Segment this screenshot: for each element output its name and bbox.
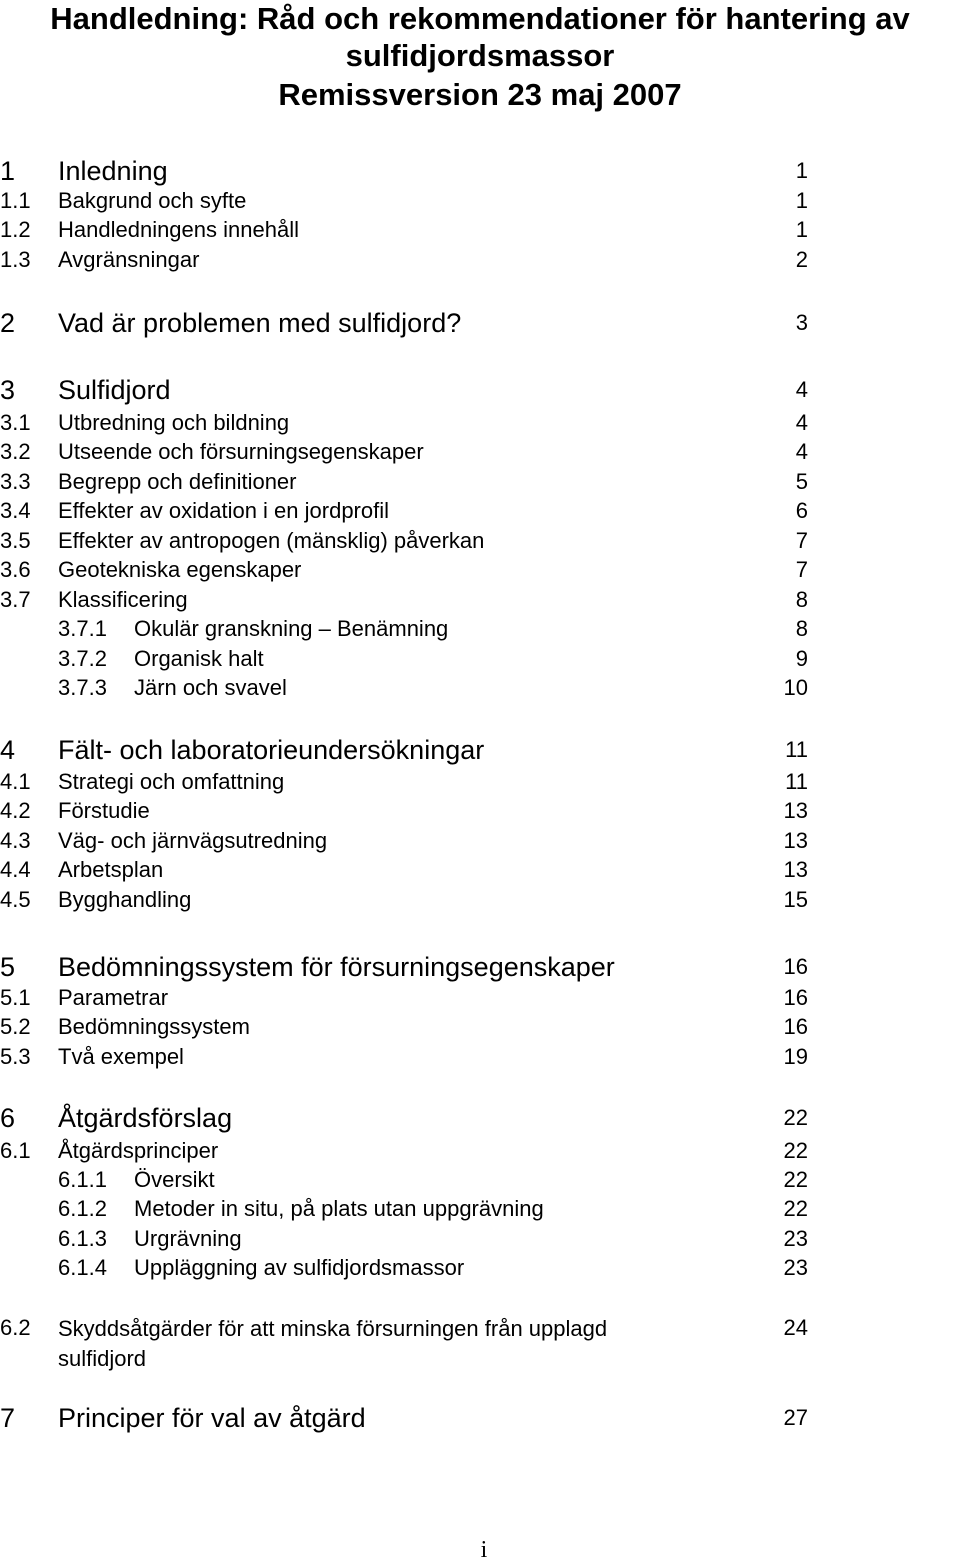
toc-entry-page: 16 — [783, 1014, 808, 1039]
toc-entry-page: 15 — [783, 887, 808, 912]
toc-entry-number: 3.3 — [0, 469, 31, 494]
toc-entry-title: Inledning — [58, 156, 168, 186]
toc-entry-title: Skyddsåtgärder för att minska försurningen från upplagd sulfidjord — [58, 1316, 608, 1371]
toc-entry-title: Geotekniska egenskaper — [58, 557, 302, 582]
toc-entry-title: Begrepp och definitioner — [58, 469, 297, 494]
toc-entry-number: 3.1 — [0, 410, 31, 435]
title-line-3: Remissversion 23 maj 2007 — [278, 77, 682, 112]
toc-entry-page: 3 — [795, 310, 808, 335]
toc-entry-page: 4 — [795, 377, 808, 402]
toc-entry-title: Sulfidjord — [58, 375, 171, 405]
toc-entry-title: Urgrävning — [134, 1226, 242, 1251]
toc-entry-title: Utseende och försurningsegenskaper — [58, 439, 424, 464]
toc-entry-title: Organisk halt — [134, 646, 264, 671]
toc-entry-page: 13 — [783, 828, 808, 853]
toc-entry-title: Klassificering — [58, 587, 188, 612]
toc-entry-page: 22 — [783, 1167, 808, 1192]
toc-entry-title: Åtgärdsprinciper — [58, 1138, 219, 1163]
toc-entry-number: 6.1.1 — [58, 1167, 107, 1192]
toc-entry-page: 1 — [795, 217, 808, 242]
toc-entry-title: Bygghandling — [58, 887, 192, 912]
toc-entry-page: 27 — [783, 1405, 808, 1430]
toc-entry-title: Handledningens innehåll — [58, 217, 299, 242]
toc-entry-page: 23 — [783, 1226, 808, 1251]
toc-entry-number: 4 — [0, 735, 16, 765]
page-number: i — [480, 1537, 488, 1563]
toc-entry-title: Utbredning och bildning — [58, 410, 290, 435]
toc-entry-page: 2 — [795, 247, 808, 272]
toc-entry-page: 5 — [795, 469, 808, 494]
toc-entry-number: 6.2 — [0, 1315, 31, 1340]
toc-entry-number: 3.2 — [0, 439, 31, 464]
toc-entry-title: Vad är problemen med sulfidjord? — [58, 308, 462, 338]
toc-entry-page: 11 — [785, 769, 808, 794]
toc-entry-title: Översikt — [134, 1167, 215, 1192]
toc-entry-page: 22 — [783, 1105, 808, 1130]
title-line-2: sulfidjordsmassor — [345, 38, 615, 73]
toc-entry-number: 3.7 — [0, 587, 31, 612]
toc-entry-number: 3.4 — [0, 498, 31, 523]
toc-entry-title: Effekter av oxidation i en jordprofil — [58, 498, 389, 523]
toc-entry-number: 7 — [0, 1403, 16, 1433]
toc-entry-page: 4 — [795, 410, 808, 435]
toc-entry-page: 19 — [783, 1044, 808, 1069]
toc-entry-number: 2 — [0, 308, 16, 338]
toc-entry-page: 7 — [795, 557, 808, 582]
toc-entry-page: 6 — [795, 498, 808, 523]
toc-entry-title: Två exempel — [58, 1044, 184, 1069]
toc-entry-number: 5.3 — [0, 1044, 31, 1069]
toc-entry-page: 16 — [783, 954, 808, 979]
toc-entry-title: Uppläggning av sulfidjordsmassor — [134, 1255, 465, 1280]
toc-entry-page: 23 — [783, 1255, 808, 1280]
toc-entry-page: 8 — [795, 587, 808, 612]
toc-entry-title: Okulär granskning – Benämning — [134, 616, 449, 641]
toc-entry-number: 4.4 — [0, 857, 31, 882]
toc-entry-page: 24 — [783, 1315, 808, 1340]
toc-entry-page: 22 — [783, 1196, 808, 1221]
toc-entry-title: Järn och svavel — [134, 675, 287, 700]
toc-entry-number: 5.2 — [0, 1014, 31, 1039]
toc-entry-page: 4 — [795, 439, 808, 464]
toc-entry-page: 1 — [795, 188, 808, 213]
toc-entry-page: 10 — [783, 675, 808, 700]
toc-entry-page: 16 — [783, 985, 808, 1010]
toc-entry-title: Bedömningssystem — [58, 1014, 250, 1039]
toc-entry-number: 6.1.4 — [58, 1255, 107, 1280]
toc-entry-number: 4.2 — [0, 798, 31, 823]
toc-entry-number: 1.2 — [0, 217, 31, 242]
toc-entry-number: 6.1.2 — [58, 1196, 107, 1221]
toc-entry-title: Förstudie — [58, 798, 150, 823]
toc-entry-title: Principer för val av åtgärd — [58, 1403, 366, 1433]
toc-entry-title: Bakgrund och syfte — [58, 188, 247, 213]
toc-entry-number: 6.1.3 — [58, 1226, 107, 1251]
toc-entry-title: Bedömningssystem för försurningsegenskaper — [58, 952, 615, 982]
toc-entry-number: 1.1 — [0, 188, 31, 213]
toc-entry-page: 11 — [785, 737, 808, 762]
toc-entry-number: 5.1 — [0, 985, 31, 1010]
toc-entry-number: 3.5 — [0, 528, 31, 553]
toc-entry-page: 13 — [783, 798, 808, 823]
toc-entry-number: 6.1 — [0, 1138, 31, 1163]
toc-entry-number: 4.1 — [0, 769, 31, 794]
toc-entry-page: 7 — [795, 528, 808, 553]
toc-entry-number: 1 — [0, 156, 16, 186]
toc-entry-title: Parametrar — [58, 985, 169, 1010]
toc-entry-title: Arbetsplan — [58, 857, 164, 882]
toc-entry-number: 3.6 — [0, 557, 31, 582]
toc-entry-title: Väg- och järnvägsutredning — [58, 828, 328, 853]
toc-entry-page: 1 — [795, 158, 808, 183]
toc-entry-title: Fält- och laboratorieundersökningar — [58, 735, 485, 765]
toc-entry-title: Avgränsningar — [58, 247, 200, 272]
toc-entry-number: 3.7.3 — [58, 675, 107, 700]
toc-entry-number: 3.7.1 — [58, 616, 107, 641]
toc-entry-number: 3.7.2 — [58, 646, 107, 671]
toc-entry-number: 5 — [0, 952, 16, 982]
toc-entry-number: 1.3 — [0, 247, 31, 272]
title-line-1: Handledning: Råd och rekommendationer för hantering av — [50, 1, 910, 36]
toc-entry-number: 6 — [0, 1103, 16, 1133]
toc-entry-number: 3 — [0, 375, 16, 405]
toc-entry-title: Strategi och omfattning — [58, 769, 285, 794]
toc-entry-title: Effekter av antropogen (mänsklig) påverkan — [58, 528, 485, 553]
toc-entry-page: 8 — [795, 616, 808, 641]
toc-entry-page: 22 — [783, 1138, 808, 1163]
toc-entry-number: 4.5 — [0, 887, 31, 912]
toc-entry-title: Metoder in situ, på plats utan uppgrävning — [134, 1196, 544, 1221]
toc-entry-title: Åtgärdsförslag — [58, 1103, 233, 1133]
toc-entry-page: 9 — [795, 646, 808, 671]
toc-entry-number: 4.3 — [0, 828, 31, 853]
toc-entry-page: 13 — [783, 857, 808, 882]
